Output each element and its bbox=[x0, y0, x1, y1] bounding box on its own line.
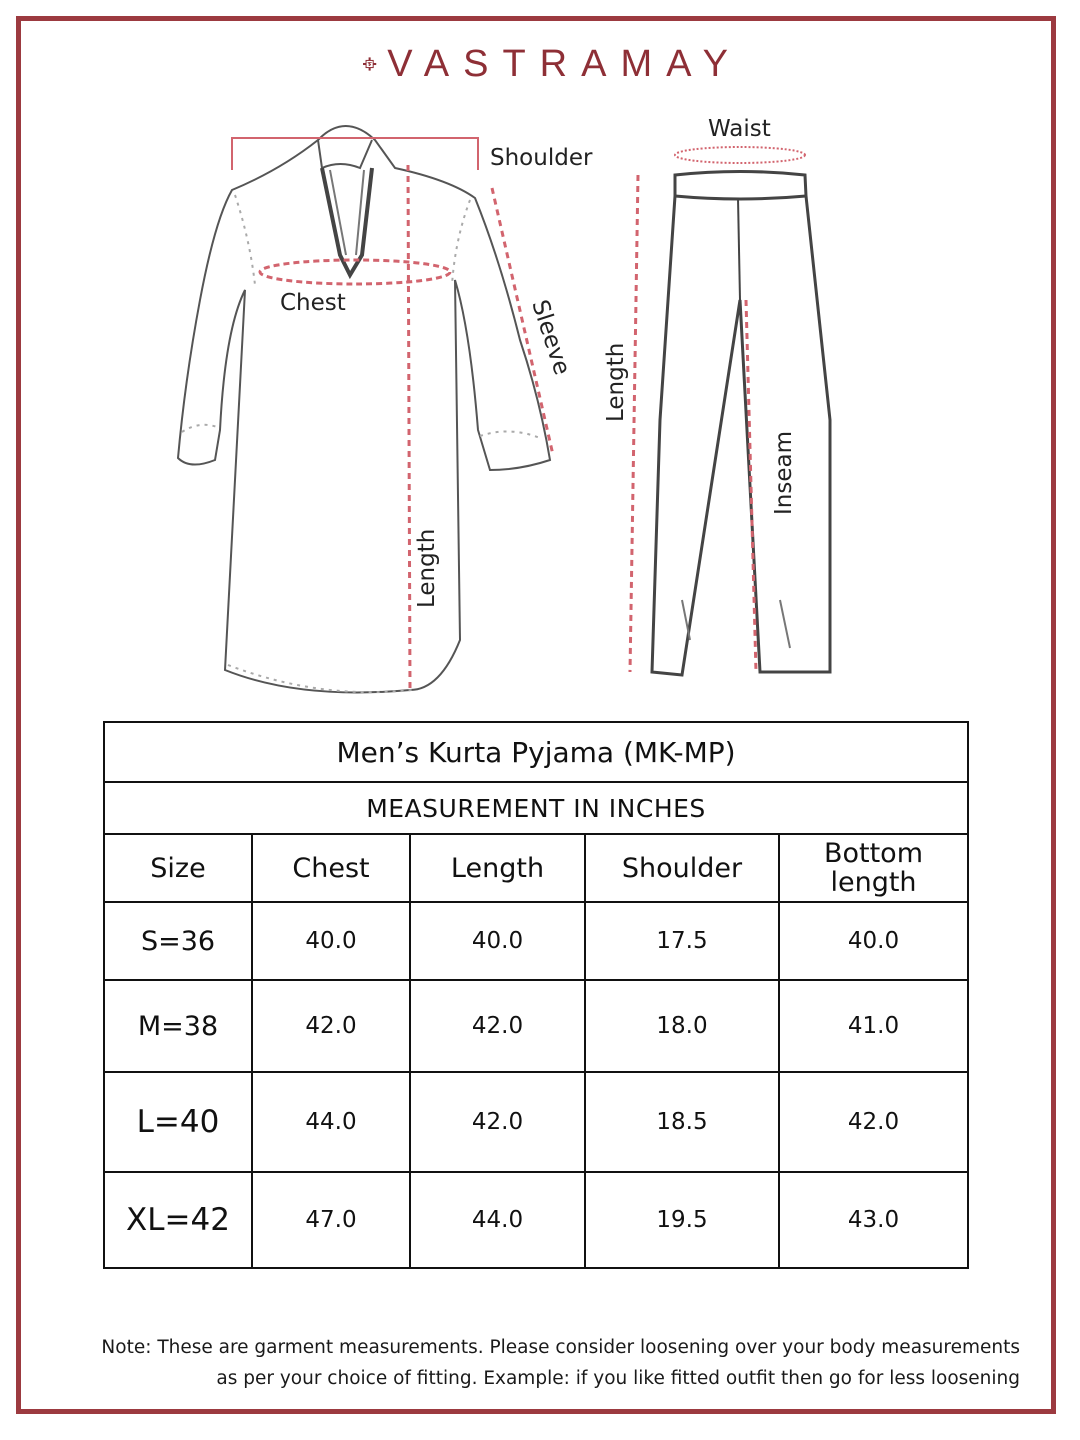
table-row bbox=[104, 1072, 968, 1172]
size-chart-table bbox=[103, 721, 969, 1269]
table-title: Men’s Kurta Pyjama (MK-MP) bbox=[104, 722, 968, 782]
label-chest: Chest bbox=[280, 290, 346, 316]
cell-chest: 47.0 bbox=[252, 1172, 410, 1268]
cell-length: 40.0 bbox=[410, 902, 585, 980]
label-sleeve: Sleeve bbox=[526, 296, 575, 379]
cell-shoulder: 17.5 bbox=[585, 902, 779, 980]
table-row bbox=[104, 980, 968, 1072]
table-subtitle: MEASUREMENT IN INCHES bbox=[104, 782, 968, 834]
cell-length: 42.0 bbox=[410, 1072, 585, 1172]
label-pyjama-length: Length bbox=[603, 342, 629, 422]
header-size: Size bbox=[104, 834, 252, 902]
header-bottom-length: Bottom length bbox=[779, 834, 968, 902]
measurement-lines bbox=[232, 138, 805, 690]
table-row bbox=[104, 902, 968, 980]
cell-bottom-length: 40.0 bbox=[779, 902, 968, 980]
cell-chest: 40.0 bbox=[252, 902, 410, 980]
cell-chest: 44.0 bbox=[252, 1072, 410, 1172]
note-line-2: as per your choice of fitting. Example: if you like fitted outfit then go for less loosening bbox=[216, 1368, 1020, 1389]
cell-size: L=40 bbox=[104, 1072, 252, 1172]
cell-bottom-length: 41.0 bbox=[779, 980, 968, 1072]
label-kurta-length: Length bbox=[414, 528, 440, 608]
cell-bottom-length: 42.0 bbox=[779, 1072, 968, 1172]
brand-name: VASTRAMAY bbox=[387, 42, 742, 85]
cell-shoulder: 19.5 bbox=[585, 1172, 779, 1268]
pyjama-illustration bbox=[652, 172, 830, 676]
header-chest: Chest bbox=[252, 834, 410, 902]
note-line-1: Note: These are garment measurements. Please consider loosening over your body measurements bbox=[101, 1337, 1020, 1358]
label-shoulder: Shoulder bbox=[490, 145, 593, 171]
cell-shoulder: 18.0 bbox=[585, 980, 779, 1072]
cell-length: 42.0 bbox=[410, 980, 585, 1072]
header-length: Length bbox=[410, 834, 585, 902]
cell-size: S=36 bbox=[104, 902, 252, 980]
cell-shoulder: 18.5 bbox=[585, 1072, 779, 1172]
cell-chest: 42.0 bbox=[252, 980, 410, 1072]
cell-length: 44.0 bbox=[410, 1172, 585, 1268]
fit-note bbox=[40, 1332, 1020, 1394]
table-row bbox=[104, 1172, 968, 1268]
cell-bottom-length: 43.0 bbox=[779, 1172, 968, 1268]
label-inseam: Inseam bbox=[771, 431, 797, 515]
label-waist: Waist bbox=[708, 116, 771, 142]
cell-size: XL=42 bbox=[104, 1172, 252, 1268]
cell-size: M=38 bbox=[104, 980, 252, 1072]
kurta-illustration bbox=[178, 126, 550, 693]
header-shoulder: Shoulder bbox=[585, 834, 779, 902]
table-header-row bbox=[104, 834, 968, 902]
